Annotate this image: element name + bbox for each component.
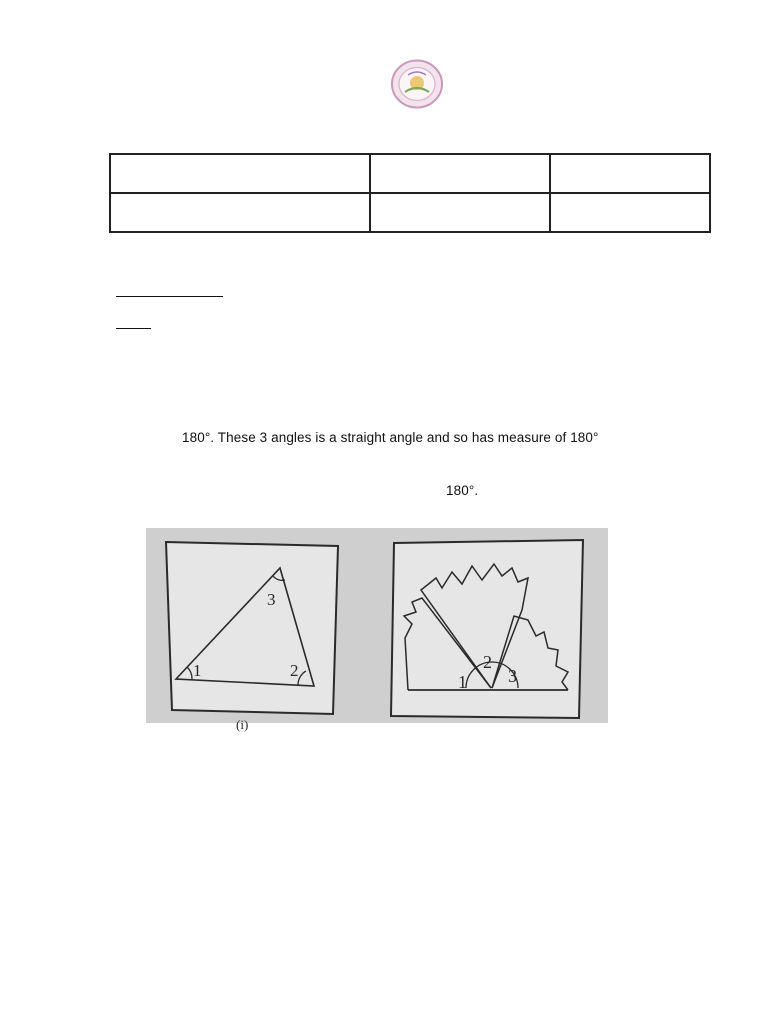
heading-underline: [116, 296, 223, 297]
body-text-line-1: 180°. These 3 angles is a straight angle and so has measure of 180°: [182, 430, 599, 445]
table-cell: [110, 193, 370, 232]
triangle-angle-label-1: 1: [193, 661, 202, 680]
school-seal-icon: [392, 61, 442, 108]
table-cell: [550, 154, 710, 193]
triangle-angle-label-3: 3: [267, 590, 276, 609]
table-cell: [550, 193, 710, 232]
triangle-angle-label-2: 2: [290, 661, 299, 680]
table-cell: [370, 193, 550, 232]
angle-sum-figure: [146, 528, 608, 732]
straight-angle-label-1: 1: [458, 672, 467, 692]
table-cell: [370, 154, 550, 193]
table-cell: [110, 154, 370, 193]
table-row: [110, 154, 710, 193]
body-text-line-2: 180°.: [446, 483, 479, 498]
subheading-underline: [116, 328, 151, 329]
table-row: [110, 193, 710, 232]
panel-straight-angle: [391, 540, 583, 718]
panel-triangle: [166, 542, 338, 732]
straight-angle-label-3: 3: [508, 666, 517, 686]
header-table: [109, 153, 711, 233]
figure-caption: (i): [236, 717, 249, 732]
school-logo: [391, 59, 443, 109]
straight-angle-label-2: 2: [483, 652, 492, 672]
